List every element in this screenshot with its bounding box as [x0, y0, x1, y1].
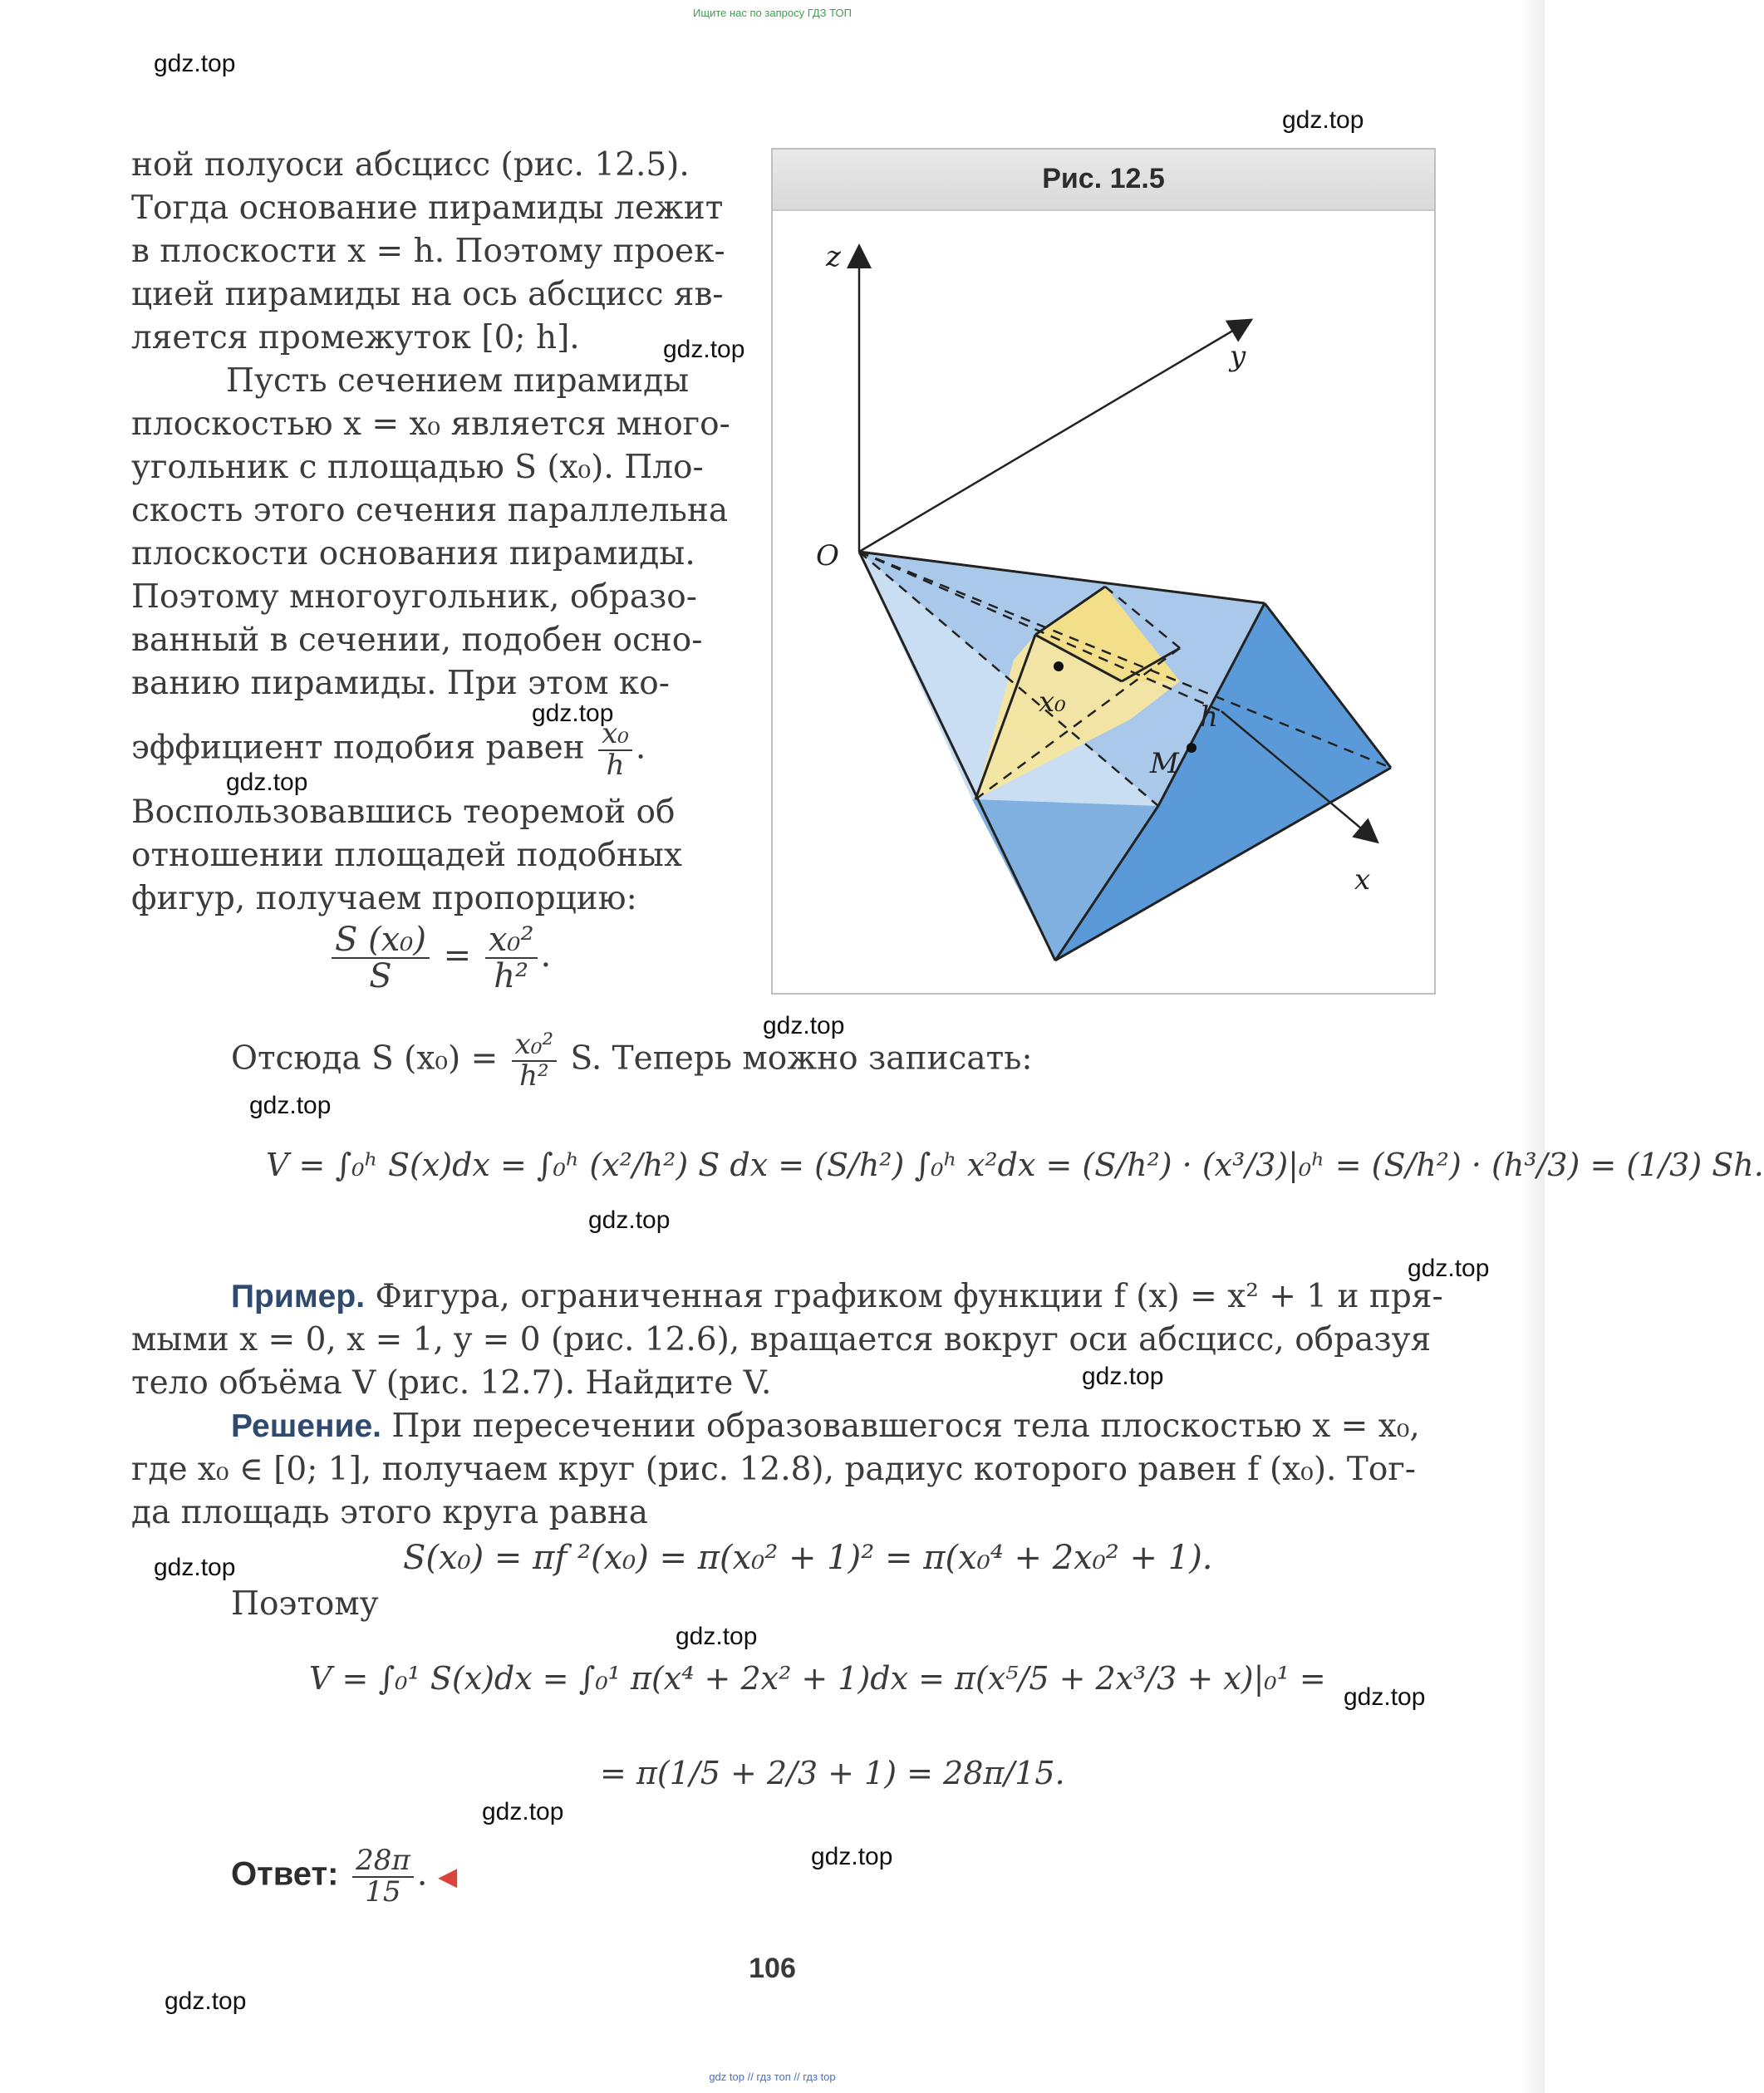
watermark: gdz.top — [482, 1798, 564, 1825]
proportion-formula: $\frac{\text{S (x₀)}}{S}$ = $\frac{\text{x₀²}}{\text{h²}}$ . — [328, 922, 551, 994]
watermark: gdz.top — [1344, 1683, 1426, 1711]
example-text-1: Фигура, ограниченная графиком функции f (x) = x² + 1 и пря- — [375, 1278, 1443, 1315]
coef-den: h — [606, 748, 625, 782]
proportion-left-den: S — [369, 957, 392, 995]
text-line: в плоскости x = h. Поэтому проек- — [131, 233, 725, 270]
proportion-right-den: h² — [494, 957, 529, 995]
hence-den: h² — [519, 1059, 549, 1093]
page-edge — [1521, 0, 1545, 2093]
answer: Ответ: $\frac{28\pi}{15}$ . ◀ — [231, 1844, 458, 1909]
watermark: gdz.top — [1408, 1255, 1490, 1282]
coef-fraction — [598, 717, 632, 782]
hence-fraction — [512, 1030, 557, 1091]
integral-line-1: V = ∫₀¹ S(x)dx = ∫₀¹ π(x⁴ + 2x² + 1)dx = π(x⁵/5 + 2x³/3 + x)|₀¹ = — [309, 1660, 1326, 1697]
proportion-right — [485, 922, 538, 994]
label-x0: x₀ — [1039, 685, 1066, 719]
text-line: Поэтому многоугольник, образо- — [131, 578, 697, 616]
hence-before: Отсюда S (x₀) = — [231, 1039, 499, 1078]
integral-line-2: = π(1/5 + 2/3 + 1) = 28π/15. — [600, 1755, 1065, 1791]
text-line: цией пирамиды на ось абсцисс яв- — [131, 276, 724, 313]
label-z: z — [826, 240, 841, 273]
text-line: ной полуоси абсцисс (рис. 12.5). — [131, 146, 690, 184]
watermark: gdz.top — [154, 1554, 236, 1581]
text-line: ляется промежуток [0; h]. — [131, 319, 580, 356]
example-line-3: тело объёма V (рис. 12.7). Найдите V. — [131, 1364, 772, 1402]
proportion-left — [332, 922, 430, 994]
proportion-left-num: S (x₀) — [332, 922, 430, 959]
text-line: плоскостью x = x₀ является много- — [131, 405, 730, 443]
solution-line-1 — [231, 1405, 1420, 1448]
solution-line-2: где x₀ ∈ [0; 1], получаем круг (рис. 12.8), радиус которого равен f (x₀). Тог- — [131, 1451, 1416, 1488]
example-label: Пример. — [231, 1279, 366, 1314]
watermark: gdz.top — [676, 1623, 758, 1650]
hence-line — [231, 1030, 1033, 1091]
section-center-point — [1054, 661, 1064, 671]
label-h: h — [1200, 700, 1218, 734]
label-y: y — [1230, 340, 1246, 373]
text-line: угольник с площадью S (x₀). Пло- — [131, 449, 704, 486]
coefficient-line: эффициент подобия равен $\frac{\text{x₀}}{h}$ . — [131, 717, 646, 782]
label-O: O — [816, 539, 839, 572]
text-line: фигур, получаем пропорцию: — [131, 880, 637, 917]
answer-den: 15 — [365, 1874, 401, 1909]
figure-12-5 — [771, 148, 1436, 995]
hence-after: S. Теперь можно записать: — [570, 1039, 1033, 1078]
text-line: скость этого сечения параллельна — [131, 492, 729, 529]
solution-text-1: При пересечении образовавшегося тела плоскостью x = x₀, — [391, 1408, 1420, 1445]
watermark: gdz.top — [165, 1987, 247, 2015]
watermark: gdz.top — [249, 1092, 332, 1119]
watermark: gdz.top — [663, 336, 745, 363]
text-line: Воспользовавшись теоремой об — [131, 793, 676, 831]
example-line-1 — [231, 1275, 1443, 1319]
pyramid-diagram — [773, 150, 1434, 993]
text-line: Пусть сечением пирамиды — [226, 362, 690, 400]
solution-label: Решение. — [231, 1408, 381, 1444]
text-line: плоскости основания пирамиды. — [131, 535, 695, 572]
watermark: gdz.top — [154, 50, 236, 77]
text-line: отношении площадей подобных — [131, 837, 682, 874]
text-line: ванный в сечении, подобен осно- — [131, 622, 703, 659]
text-line: Тогда основание пирамиды лежит — [131, 189, 724, 227]
text-line: ванию пирамиды. При этом ко- — [131, 665, 670, 702]
point-M — [1187, 743, 1196, 753]
watermark: gdz.top — [532, 700, 614, 727]
watermark: gdz.top — [226, 769, 308, 796]
page-number: 106 — [749, 1953, 796, 1984]
watermark: gdz.top — [811, 1843, 893, 1870]
watermark: gdz.top — [1282, 106, 1364, 134]
answer-num: 28π — [352, 1846, 414, 1878]
end-marker-icon: ◀ — [438, 1862, 458, 1892]
bottom-banner: gdz top // гдз топ // гдз top — [709, 2071, 836, 2083]
area-formula: S(x₀) = πf ²(x₀) = π(x₀² + 1)² = π(x₀⁴ + 2x₀² + 1). — [403, 1539, 1213, 1577]
label-M: M — [1150, 747, 1179, 780]
hence-num: x₀² — [512, 1030, 557, 1062]
therefore-line: Поэтому — [231, 1585, 379, 1623]
coef-text: эффициент подобия равен — [131, 729, 585, 767]
example-line-2: мыми x = 0, x = 1, y = 0 (рис. 12.6), вращается вокруг оси абсцисс, образуя — [131, 1321, 1432, 1358]
top-banner: Ищите нас по запросу ГДЗ ТОП — [693, 7, 852, 19]
answer-fraction — [352, 1846, 414, 1907]
proportion-right-num: x₀² — [485, 922, 538, 959]
answer-label: Ответ: — [231, 1855, 339, 1893]
solution-line-3: да площадь этого круга равна — [131, 1494, 649, 1531]
axis-y — [859, 321, 1250, 552]
volume-formula: V = ∫₀ʰ S(x)dx = ∫₀ʰ (x²/h²) S dx = (S/h²) ∫₀ʰ x²dx = (S/h²) · (x³/3)|₀ʰ = (S/h²) · (h³/3) = (1/3) Sh. — [266, 1147, 1764, 1183]
coef-num: x₀ — [598, 720, 632, 751]
watermark: gdz.top — [763, 1012, 845, 1039]
watermark: gdz.top — [1082, 1363, 1164, 1390]
watermark: gdz.top — [588, 1206, 671, 1234]
figure-title: Рис. 12.5 — [1042, 163, 1165, 194]
label-x: x — [1354, 863, 1371, 897]
